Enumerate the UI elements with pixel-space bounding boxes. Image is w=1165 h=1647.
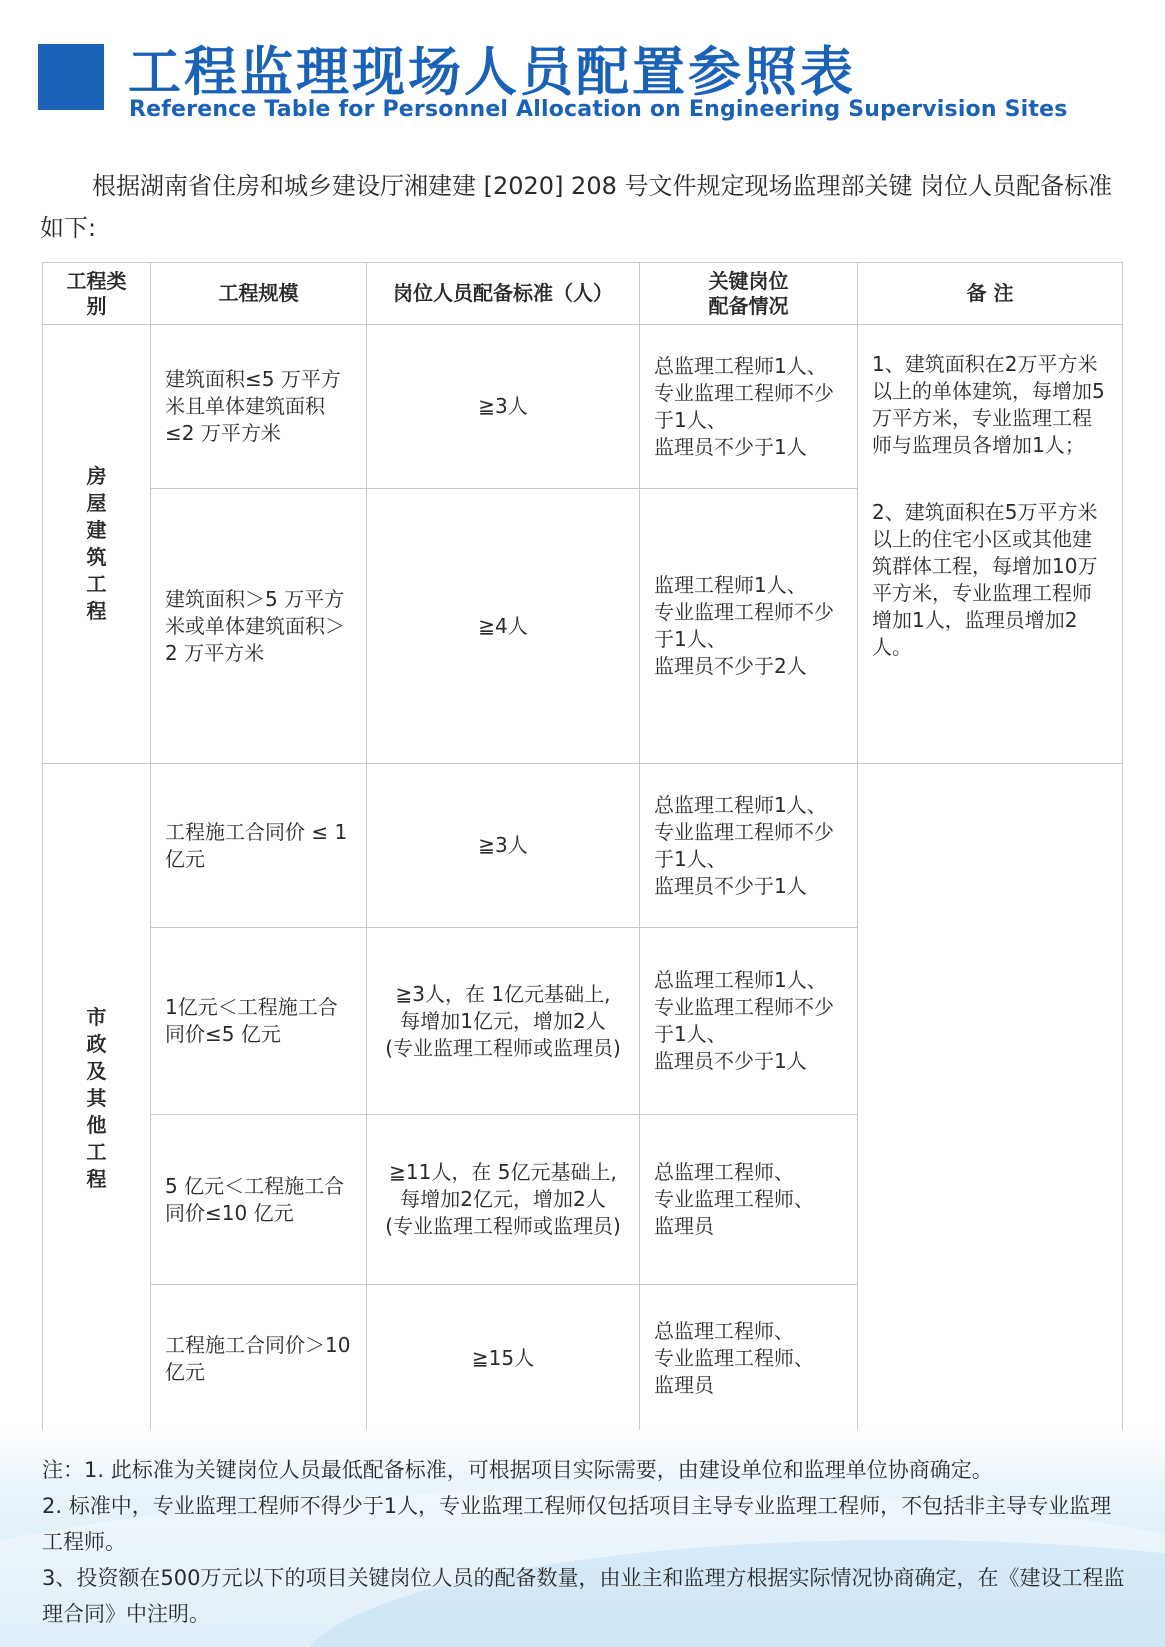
scale-cell: 建筑面积≤5 万平方米且单体建筑面积≤2 万平方米 — [151, 325, 367, 489]
standard-cell: ≧3人 — [367, 764, 640, 928]
key-positions-cell — [640, 928, 858, 1115]
key-line: 总监理工程师、 — [654, 1319, 794, 1343]
page-title: 工程监理现场人员配置参照表 — [128, 42, 856, 103]
key-line: 监理工程师1人、 — [654, 573, 807, 597]
category-municipal-label: 市政及其他工程 — [86, 1004, 107, 1191]
table-header-row — [43, 263, 1123, 325]
key-line: 专业监理工程师不少于1人、 — [654, 995, 834, 1046]
standard-line: ≧3人，在 1亿元基础上, — [395, 981, 611, 1006]
key-line: 监理员不少于1人 — [654, 873, 807, 898]
scale-cell: 5 亿元＜工程施工合同价≤10 亿元 — [151, 1115, 367, 1285]
key-line: 总监理工程师1人、 — [654, 353, 827, 378]
key-line: 总监理工程师1人、 — [654, 792, 827, 817]
intro-paragraph: 根据湖南省住房和城乡建设厅湘建建 [2020] 208 号文件规定现场监理部关键 岗位人员配备标准如下: — [40, 172, 1113, 242]
key-line: 专业监理工程师、 — [654, 1346, 814, 1370]
header-scale: 工程规模 — [151, 263, 367, 325]
key-positions-cell — [640, 764, 858, 928]
key-line: 监理员不少于2人 — [654, 654, 807, 678]
category-municipal — [43, 764, 151, 1433]
standard-cell: ≧4人 — [367, 489, 640, 764]
scale-cell: 建筑面积＞5 万平方米或单体建筑面积＞2 万平方米 — [151, 489, 367, 764]
standard-cell: ≧3人 — [367, 325, 640, 489]
header-key-positions — [640, 263, 858, 325]
category-building — [43, 325, 151, 764]
header-category: 工程类别 — [43, 263, 151, 325]
key-line: 总监理工程师、 — [654, 1160, 794, 1184]
notes-section — [42, 1452, 1127, 1632]
header-key-line1: 关键岗位 — [708, 268, 789, 293]
standard-line: 每增加2亿元，增加2人 — [400, 1187, 606, 1211]
note-2: 2. 标准中，专业监理工程师不得少于1人，专业监理工程师仅包括项目主导专业监理工程师，不包括非主导专业监理工程师。 — [42, 1494, 1112, 1554]
header-key-line2: 配备情况 — [708, 293, 789, 318]
key-positions-cell — [640, 1115, 858, 1285]
remark-empty-cell — [858, 764, 1123, 1433]
scale-cell: 工程施工合同价 ≤ 1亿元 — [151, 764, 367, 928]
standard-line: (专业监理工程师或监理员) — [385, 1035, 621, 1060]
key-line: 专业监理工程师不少于1人、 — [654, 819, 834, 871]
header-accent-square — [38, 44, 104, 110]
key-line: 监理员 — [654, 1373, 714, 1397]
scale-cell: 1亿元＜工程施工合同价≤5 亿元 — [151, 928, 367, 1115]
key-line: 专业监理工程师不少于1人、 — [654, 600, 834, 651]
personnel-table — [42, 262, 1123, 1433]
key-positions-cell — [640, 1285, 858, 1433]
scale-cell: 工程施工合同价＞10亿元 — [151, 1285, 367, 1433]
header-standard: 岗位人员配备标准（人） — [367, 263, 640, 325]
category-building-label: 房屋建筑工程 — [86, 464, 107, 623]
key-line: 总监理工程师1人、 — [654, 968, 827, 992]
key-line: 专业监理工程师、 — [654, 1187, 814, 1211]
standard-line: ≧11人，在 5亿元基础上, — [389, 1160, 617, 1184]
remark-1: 1、建筑面积在2万平方米以上的单体建筑，每增加5万平方米，专业监理工程师与监理员各增加1人； — [872, 352, 1105, 457]
key-positions-cell — [640, 325, 858, 489]
note-1: 注：1. 此标准为关键岗位人员最低配备标准，可根据项目实际需要，由建设单位和监理单位协商确定。 — [42, 1458, 993, 1482]
table-row — [43, 764, 1123, 928]
standard-cell — [367, 928, 640, 1115]
key-line: 专业监理工程师不少于1人、 — [654, 380, 834, 432]
key-line: 监理员不少于1人 — [654, 434, 807, 459]
note-3: 3、投资额在500万元以下的项目关键岗位人员的配备数量，由业主和监理方根据实际情况协商确定，在《建设工程监理合同》中注明。 — [42, 1566, 1125, 1626]
header-remark: 备 注 — [858, 263, 1123, 325]
key-line: 监理员 — [654, 1214, 714, 1238]
remark-2: 2、建筑面积在5万平方米以上的住宅小区或其他建筑群体工程，每增加10万平方米，专业监理工程师增加1人，监理员增加2人。 — [872, 500, 1098, 659]
standard-cell: ≧15人 — [367, 1285, 640, 1433]
standard-line: 每增加1亿元，增加2人 — [400, 1008, 606, 1033]
key-positions-cell — [640, 489, 858, 764]
standard-line: (专业监理工程师或监理员) — [385, 1214, 621, 1238]
page-subtitle-english: Reference Table for Personnel Allocation on Engineering Supervision Sites — [129, 97, 1068, 122]
key-line: 监理员不少于1人 — [654, 1049, 807, 1073]
standard-cell — [367, 1115, 640, 1285]
table-row — [43, 325, 1123, 489]
remark-cell — [858, 325, 1123, 764]
